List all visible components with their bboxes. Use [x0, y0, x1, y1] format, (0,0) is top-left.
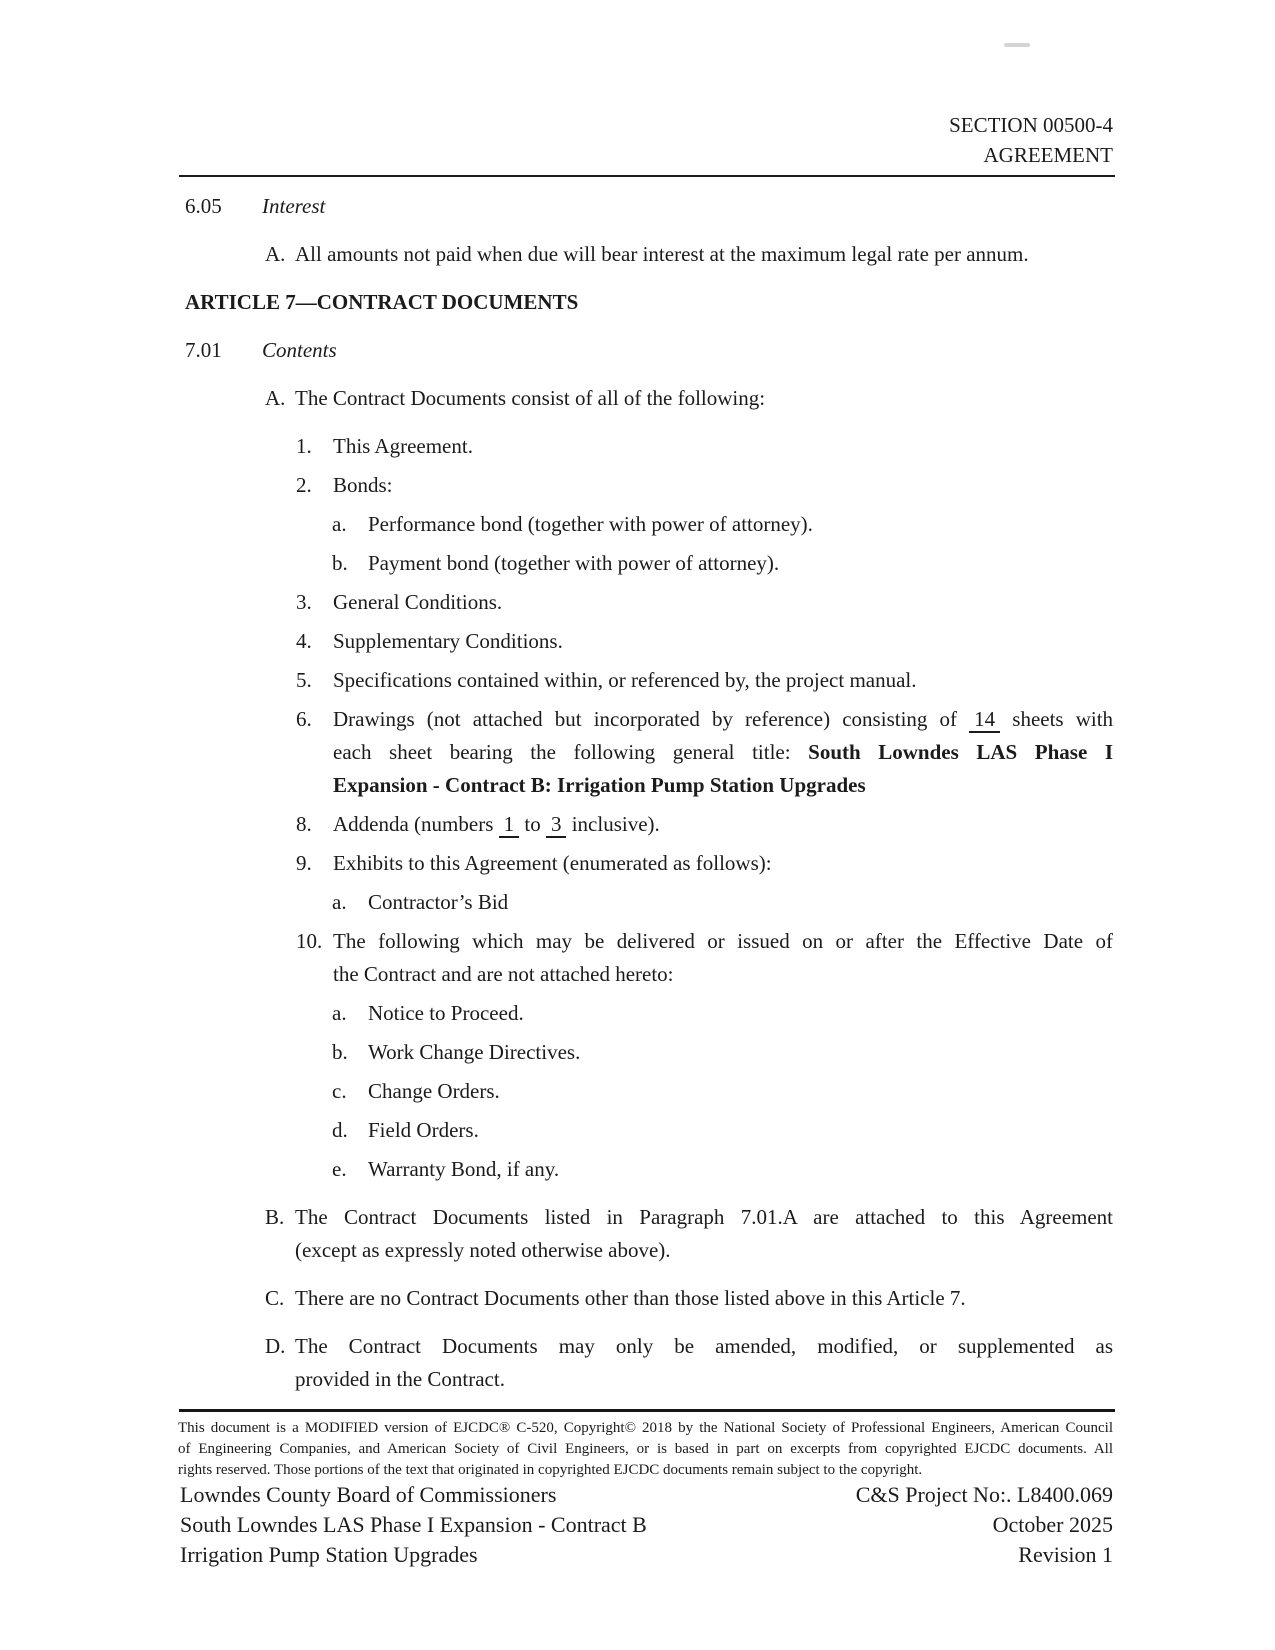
footer-owner: Lowndes County Board of Commissioners	[180, 1482, 557, 1507]
list-marker: a.	[332, 890, 347, 914]
list-item-3	[185, 586, 1113, 619]
text-run: Drawings (not attached but incorporated by reference) consisting of	[333, 707, 958, 731]
list-item-2a	[185, 508, 1113, 541]
list-marker: a.	[332, 512, 347, 536]
addendum-from-blank: 1	[499, 812, 520, 838]
list-item-text-line	[333, 736, 1113, 769]
article-7-heading: ARTICLE 7—CONTRACT DOCUMENTS	[185, 290, 579, 314]
paragraph-text: There are no Contract Documents other than those listed above in this Article 7.	[295, 1286, 966, 1310]
text-run: to	[524, 812, 541, 836]
header-rule	[179, 175, 1115, 177]
footer-project-subtitle: Irrigation Pump Station Upgrades	[180, 1542, 478, 1567]
clause-number: 7.01	[185, 338, 222, 362]
paragraph-marker: A.	[265, 242, 286, 266]
paragraph-7-01-C	[185, 1282, 1113, 1315]
header-document-title: AGREEMENT	[983, 143, 1113, 167]
list-item-10d	[185, 1114, 1113, 1147]
list-item-text: This Agreement.	[333, 434, 473, 458]
list-item-text: Work Change Directives.	[368, 1040, 581, 1064]
list-marker: 3.	[296, 590, 312, 614]
paragraph-6-05-A	[185, 238, 1113, 271]
list-item-text: Specifications contained within, or referenced by, the project manual.	[333, 668, 917, 692]
footer-project-number: C&S Project No:. L8400.069	[855, 1482, 1113, 1507]
list-item-text: Notice to Proceed.	[368, 1001, 524, 1025]
list-marker: 2.	[296, 473, 312, 497]
list-item-text: Bonds:	[333, 473, 393, 497]
footnote-line: This document is a MODIFIED version of EJCDC® C-520, Copyright© 2018 by the National Society of Professional Engineers, American Council	[178, 1420, 1113, 1436]
list-item-9	[185, 847, 1113, 880]
clause-title: Interest	[262, 194, 326, 218]
list-item-text	[333, 808, 1113, 841]
clause-title: Contents	[262, 338, 337, 362]
list-item-10e	[185, 1153, 1113, 1186]
list-marker: 8.	[296, 812, 312, 836]
footer-date: October 2025	[992, 1512, 1113, 1537]
list-item-4	[185, 625, 1113, 658]
paragraph-text-line: (except as expressly noted otherwise above).	[295, 1238, 671, 1262]
footer-revision: Revision 1	[1018, 1542, 1113, 1567]
list-marker: 4.	[296, 629, 312, 653]
list-item-6	[185, 703, 1113, 802]
paragraph-7-01-A	[185, 382, 1113, 415]
list-item-5	[185, 664, 1113, 697]
list-marker: 10.	[296, 929, 323, 953]
list-item-10c	[185, 1075, 1113, 1108]
list-item-10a	[185, 997, 1113, 1030]
footnote-line: rights reserved. Those portions of the text that originated in copyrighted EJCDC documents remain subject to the copyright.	[178, 1462, 923, 1478]
paragraph-text-line: The Contract Documents may only be amended, modified, or supplemented as	[295, 1334, 1113, 1358]
list-marker: 6.	[296, 707, 312, 731]
text-run: inclusive).	[571, 812, 660, 836]
list-item-text: Change Orders.	[368, 1079, 500, 1103]
paragraph-marker: B.	[265, 1205, 285, 1229]
footer-project-titles	[180, 1480, 647, 1570]
project-title-bold: South Lowndes LAS Phase I	[808, 740, 1113, 764]
page-header	[185, 110, 1113, 170]
page-content	[178, 0, 1114, 1650]
list-item-text: Performance bond (together with power of attorney).	[368, 512, 813, 536]
list-item-1	[185, 430, 1113, 463]
list-marker: 9.	[296, 851, 312, 875]
text-run: Addenda (numbers	[333, 812, 494, 836]
paragraph-text-line: provided in the Contract.	[295, 1367, 505, 1391]
footnote-line: of Engineering Companies, and American Society of Civil Engineers, or is based in part on excerpts from copyrighted EJCDC documents. All	[178, 1441, 1113, 1457]
list-item-text: Payment bond (together with power of attorney).	[368, 551, 780, 575]
list-item-2	[185, 469, 1113, 502]
paragraph-marker: D.	[265, 1334, 286, 1358]
paragraph-marker: C.	[265, 1286, 285, 1310]
list-item-2b	[185, 547, 1113, 580]
clause-7-01-heading	[185, 334, 1113, 367]
page-footer	[180, 1480, 1113, 1575]
header-section-number: SECTION 00500-4	[949, 113, 1113, 137]
list-item-text-line	[333, 703, 1113, 736]
list-marker: c.	[332, 1079, 347, 1103]
sheet-count-blank: 14	[969, 707, 1000, 733]
list-item-10b	[185, 1036, 1113, 1069]
list-item-text-line	[333, 769, 1113, 802]
list-item-text: Contractor’s Bid	[368, 890, 509, 914]
text-run: each sheet bearing the following general title:	[333, 740, 791, 764]
list-item-text: General Conditions.	[333, 590, 503, 614]
paragraph-7-01-D	[185, 1330, 1113, 1396]
list-item-text-line: the Contract and are not attached hereto:	[333, 962, 674, 986]
list-item-text: Warranty Bond, if any.	[368, 1157, 560, 1181]
list-item-text: Supplementary Conditions.	[333, 629, 563, 653]
paragraph-text: All amounts not paid when due will bear interest at the maximum legal rate per annum.	[295, 242, 1029, 266]
list-item-8	[185, 808, 1113, 841]
document-body	[185, 190, 1113, 1411]
addendum-to-blank: 3	[546, 812, 567, 838]
list-marker: 5.	[296, 668, 312, 692]
list-item-9a	[185, 886, 1113, 919]
project-title-bold: Expansion - Contract B: Irrigation Pump Station Upgrades	[333, 773, 866, 797]
paragraph-marker: A.	[265, 386, 286, 410]
paragraph-text-line: The Contract Documents listed in Paragraph 7.01.A are attached to this Agreement	[295, 1205, 1113, 1229]
paragraph-7-01-B	[185, 1201, 1113, 1267]
list-item-text-line: The following which may be delivered or issued on or after the Effective Date of	[333, 929, 1113, 953]
copyright-footnote	[178, 1418, 1113, 1481]
footer-project-meta	[856, 1480, 1113, 1570]
list-marker: e.	[332, 1157, 347, 1181]
list-marker: d.	[332, 1118, 348, 1142]
paragraph-text: The Contract Documents consist of all of the following:	[295, 386, 766, 410]
list-item-text: Exhibits to this Agreement (enumerated as follows):	[333, 851, 772, 875]
list-marker: 1.	[296, 434, 312, 458]
list-item-10	[185, 925, 1113, 991]
clause-number: 6.05	[185, 194, 222, 218]
list-marker: b.	[332, 1040, 348, 1064]
footnote-rule	[179, 1409, 1115, 1412]
footer-project-name: South Lowndes LAS Phase I Expansion - Contract B	[180, 1512, 647, 1537]
list-marker: a.	[332, 1001, 347, 1025]
list-marker: b.	[332, 551, 348, 575]
clause-6-05-heading	[185, 190, 1113, 223]
list-item-text: Field Orders.	[368, 1118, 479, 1142]
text-run: sheets with	[1012, 707, 1114, 731]
